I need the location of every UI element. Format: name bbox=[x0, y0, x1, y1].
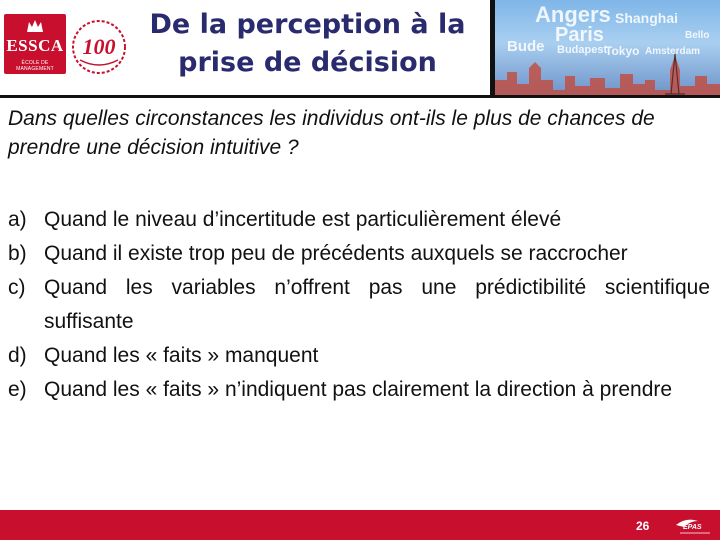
answer-option bbox=[8, 339, 710, 373]
answer-option bbox=[8, 237, 710, 271]
city-collage-image bbox=[495, 0, 720, 95]
answer-option bbox=[8, 203, 710, 237]
slide-footer bbox=[0, 510, 720, 540]
answer-options bbox=[8, 203, 710, 407]
city-label: Tokyo bbox=[605, 44, 640, 58]
option-text: Quand il existe trop peu de précédents auxquels se raccrocher bbox=[44, 242, 628, 265]
slide-title-line2: prise de décision bbox=[178, 47, 437, 78]
option-letter: b) bbox=[8, 242, 27, 265]
option-text: Quand le niveau d’incertitude est particulièrement élevé bbox=[44, 208, 562, 231]
header-rule bbox=[0, 95, 720, 98]
option-text: Quand les « faits » n’indiquent pas clairement la direction à prendre bbox=[44, 378, 673, 401]
city-label: Bude bbox=[507, 38, 545, 55]
epas-logo-text: EPAS bbox=[683, 524, 702, 531]
crest-icon bbox=[25, 18, 45, 34]
anniversary-logo-icon bbox=[70, 18, 128, 76]
option-letter: d) bbox=[8, 344, 27, 367]
page-number: 26 bbox=[636, 519, 650, 533]
option-letter: e) bbox=[8, 378, 27, 401]
city-label: Amsterdam bbox=[645, 46, 701, 57]
city-label: Angers bbox=[535, 2, 611, 27]
option-text: Quand les variables n’offrent pas une prédictibilité scientifique suffisante bbox=[44, 276, 710, 333]
essca-logo-word: ESSCA bbox=[6, 36, 64, 55]
answer-option bbox=[8, 271, 710, 339]
slide-title bbox=[130, 6, 485, 82]
city-label: Paris bbox=[555, 24, 604, 46]
option-text: Quand les « faits » manquent bbox=[44, 344, 319, 367]
city-label: Shanghai bbox=[615, 10, 679, 26]
question-text: Dans quelles circonstances les individus ont-ils le plus de chances de prendre une décision intuitive ? bbox=[8, 107, 655, 159]
option-letter: a) bbox=[8, 208, 27, 231]
answer-option bbox=[8, 373, 710, 407]
city-skyline-icon bbox=[495, 50, 720, 95]
city-label: Bello bbox=[685, 30, 710, 41]
slide-title-line1: De la perception à la bbox=[149, 9, 466, 40]
essca-logo bbox=[4, 14, 66, 74]
city-label: Budapest bbox=[557, 44, 608, 56]
anniversary-number: 100 bbox=[82, 34, 116, 59]
option-letter: c) bbox=[8, 276, 26, 299]
essca-logo-subtitle: ÉCOLE DE MANAGEMENT bbox=[16, 60, 54, 72]
slide-header bbox=[0, 0, 720, 95]
